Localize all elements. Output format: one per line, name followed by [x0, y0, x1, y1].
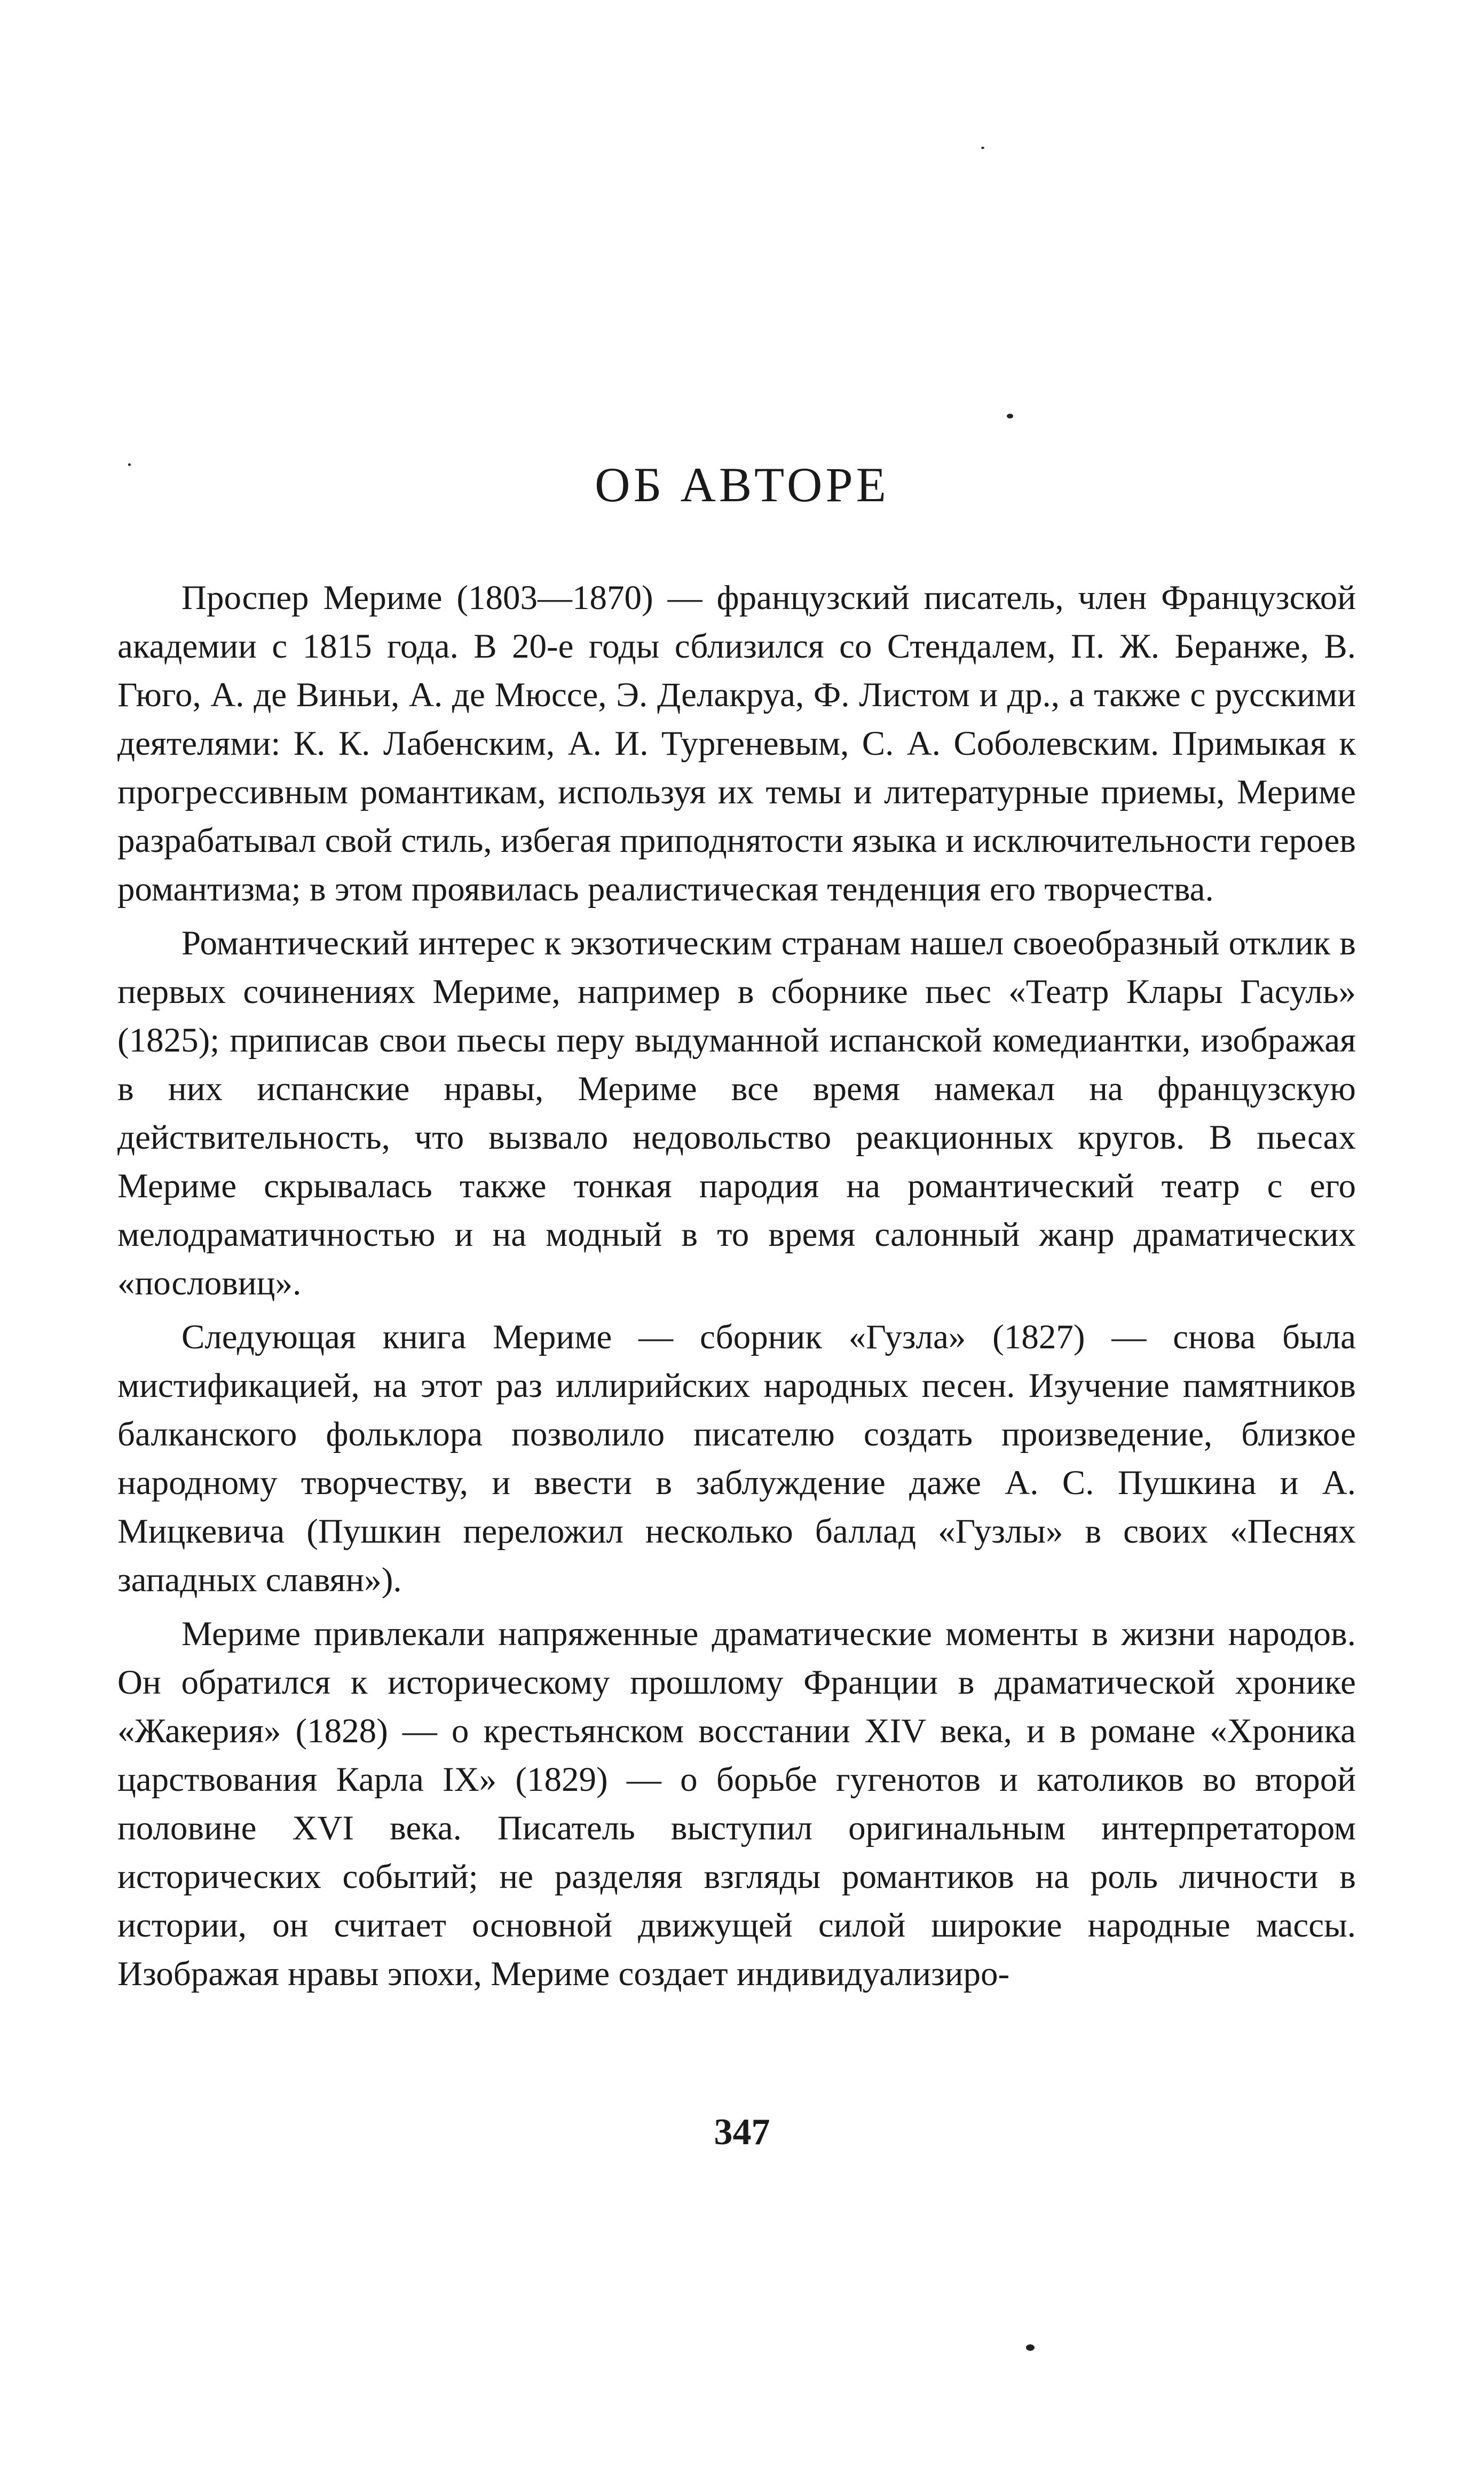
print-speck	[1007, 414, 1013, 418]
print-speck	[981, 147, 984, 149]
paragraph: Романтический интерес к экзотическим странам нашел своеобразный отклик в первых сочинениях Мериме, например в сборнике пьес «Театр Клары Гасуль» (1825); приписав свои пьесы перу выдуманной испанской комедиантки, изображая в них испанские нравы, Мериме все время намекал на французскую действительность, что вызвало недовольство реакционных кругов. В пьесах Мериме скрывалась также тонкая пародия на романтический театр с его мелодраматичностью и на модный в то время салонный жанр драматических «пословиц».	[117, 924, 1356, 1302]
paragraph: Проспер Мериме (1803—1870) — французский писатель, член Французской академии с 1815 года. В 20-е годы сблизился со Стендалем, П. Ж. Беранже, В. Гюго, А. де Виньи, А. де Мюссе, Э. Делакруа, Ф. Листом и др., а также с русскими деятелями: К. К. Лабенским, А. И. Тургеневым, С. А. Соболевским. Примыкая к прогрессивным романтикам, используя их темы и литературные приемы, Мериме разрабатывал свой стиль, избегая приподнятости языка и исключительности героев романтизма; в этом проявилась реалистическая тенденция его творчества.	[117, 579, 1356, 908]
paragraph: Следующая книга Мериме — сборник «Гузла» (1827) — снова была мистификацией, на этот раз иллирийских народных песен. Изучение памятников балканского фольклора позволило писателю создать произведение, близкое народному творчеству, и ввести в заблуждение даже А. С. Пушкина и А. Мицкевича (Пушкин переложил несколько баллад «Гузлы» в своих «Песнях западных славян»).	[117, 1318, 1356, 1599]
paragraph: Мериме привлекали напряженные драматические моменты в жизни народов. Он обратился к историческому прошлому Франции в драматической хронике «Жакерия» (1828) — о крестьянском восстании XIV века, и в романе «Хроника царствования Карла IX» (1829) — о борьбе гугенотов и католиков во второй половине XVI века. Писатель выступил оригинальным интерпретатором исторических событий; не разделяя взгляды романтиков на роль личности в истории, он считает основной движущей силой широкие народные массы. Изображая нравы эпохи, Мериме создает индивидуализиро-	[117, 1615, 1356, 1993]
body-text	[117, 574, 1356, 2004]
page-number: 347	[714, 2112, 770, 2153]
print-speck	[1026, 2344, 1035, 2351]
section-title: ОБ АВТОРЕ	[595, 457, 889, 512]
